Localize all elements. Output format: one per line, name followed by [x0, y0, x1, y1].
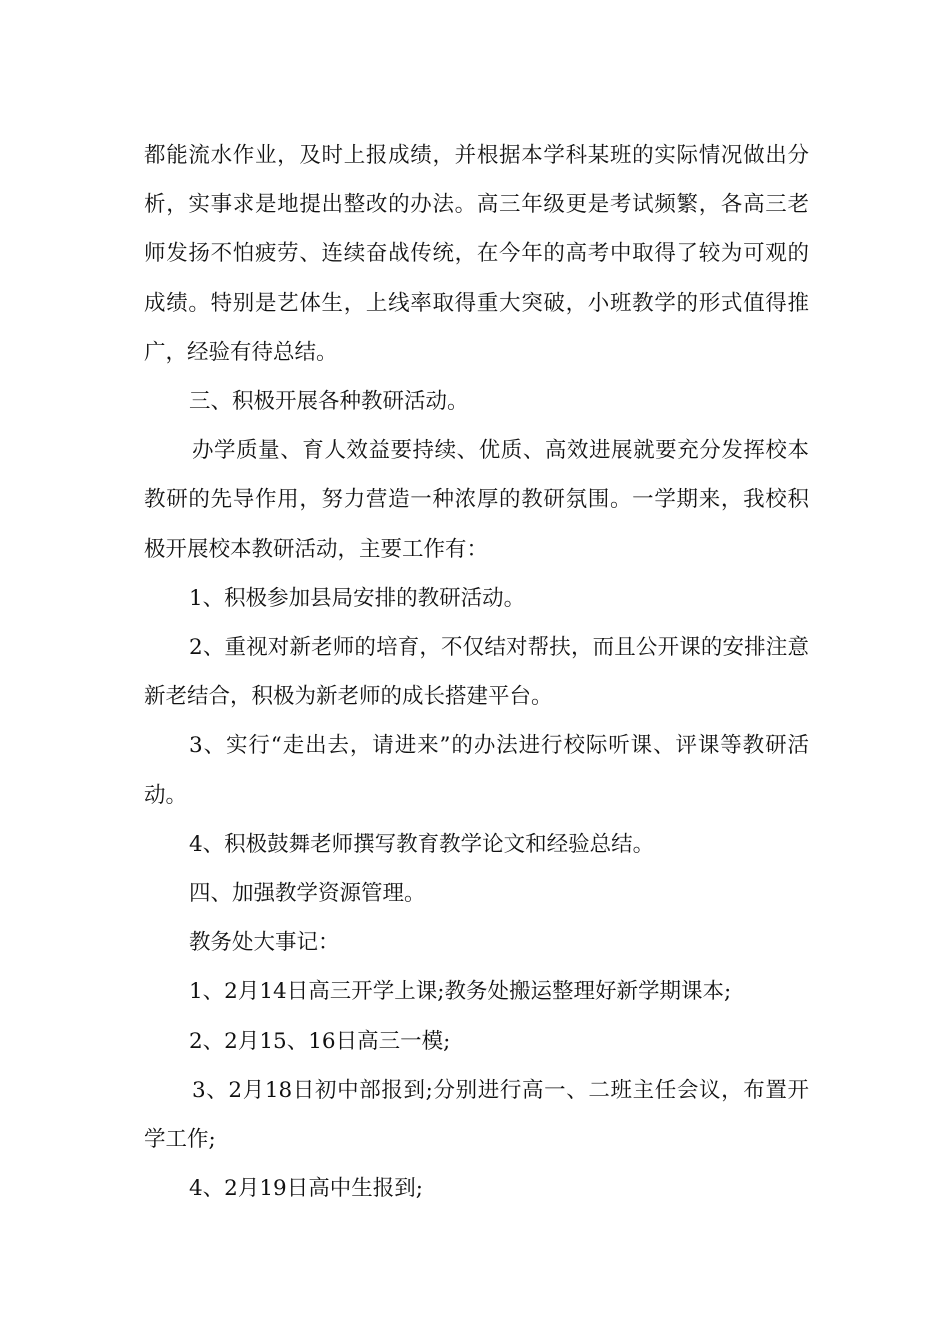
- event-item-3: 3、2月18日初中部报到;分别进行高一、二班主任会议，布置开学工作;: [144, 1077, 809, 1153]
- paragraph-continuation: 都能流水作业，及时上报成绩，并根据本学科某班的实际情况做出分析，实事求是地提出整改的办法。高三年级更是考试频繁，各高三老师发扬不怕疲劳、连续奋战传统，在今年的高考中取得了较为可观的成绩。特别是艺体生，上线率取得重大突破，小班教学的形式值得推广，经验有待总结。: [144, 143, 809, 365]
- section-heading-4: 四、加强教学资源管理。: [189, 881, 426, 907]
- events-heading: 教务处大事记：: [189, 930, 340, 956]
- event-item-4: 4、2月19日高中生报到;: [189, 1176, 423, 1202]
- event-item-2: 2、2月15、16日高三一模;: [189, 1028, 451, 1054]
- list-item-1: 1、积极参加县局安排的教研活动。: [189, 585, 526, 611]
- section-heading-3: 三、积极开展各种教研活动。: [189, 389, 469, 415]
- document-body: [144, 131, 809, 1213]
- list-item-3: 3、实行“走出去，请进来”的办法进行校际听课、评课等教研活动。: [144, 733, 809, 808]
- list-item-2: 2、重视对新老师的培育，不仅结对帮扶，而且公开课的安排注意新老结合，积极为新老师的成长搭建平台。: [144, 635, 809, 710]
- paragraph-teaching-research: 办学质量、育人效益要持续、优质、高效进展就要充分发挥校本教研的先导作用，努力营造一种浓厚的教研氛围。一学期来，我校积极开展校本教研活动，主要工作有：: [144, 438, 809, 562]
- list-item-4: 4、积极鼓舞老师撰写教育教学论文和经验总结。: [189, 831, 655, 857]
- event-item-1: 1、2月14日高三开学上课;教务处搬运整理好新学期课本;: [189, 979, 732, 1005]
